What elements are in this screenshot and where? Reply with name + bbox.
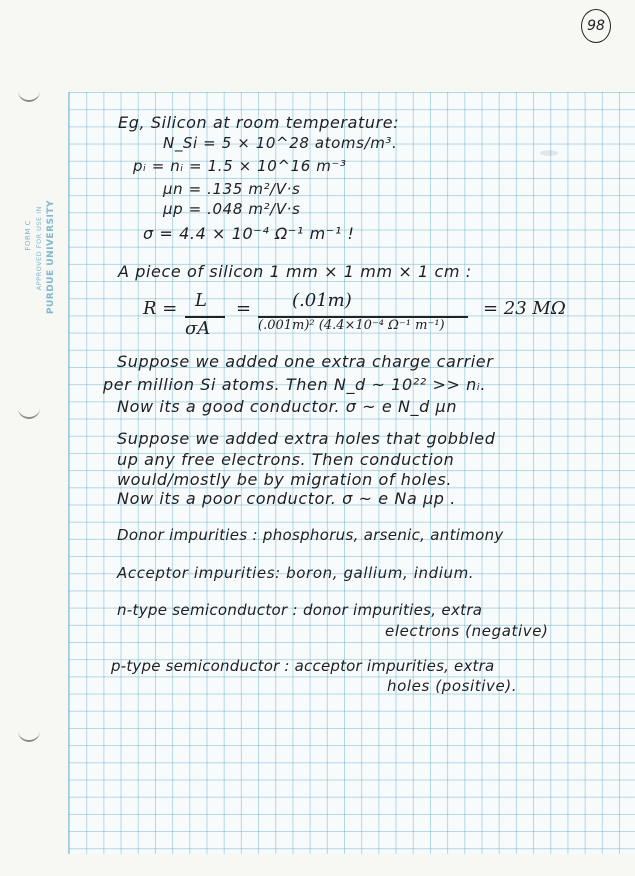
note-line: Eg, Silicon at room temperature: [118,113,400,132]
form-label: FORM C [24,220,32,251]
note-line: would/mostly be by migration of holes. [117,470,453,489]
resistance-result: = 23 MΩ [483,298,566,319]
numerator-length: (.01m) [292,290,352,311]
note-line: σ = 4.4 × 10⁻⁴ Ω⁻¹ m⁻¹ ! [143,224,355,243]
note-line: μp = .048 m²/V·s [163,200,301,218]
note-line: electrons (negative) [385,622,549,640]
equation-lhs: R = [143,298,178,319]
note-line: pᵢ = nᵢ = 1.5 × 10^16 m⁻³ [133,157,347,175]
denominator-sigma-a: σA [185,318,211,339]
university-label: PURDUE UNIVERSITY [46,200,56,315]
binder-hole-mark [18,405,40,419]
margin-print [16,200,68,320]
note-line: Suppose we added one extra charge carrier [117,352,494,371]
note-line: Donor impurities : phosphorus, arsenic, antimony [117,526,504,544]
ink-smudge [540,150,558,156]
approval-label: APPROVED FOR USE IN [35,206,43,291]
binder-hole-mark [18,88,40,102]
note-line: N_Si = 5 × 10^28 atoms/m³. [163,134,398,152]
note-line: Suppose we added extra holes that gobbled [117,429,496,448]
note-line: Now its a good conductor. σ ~ e N_d μn [117,397,458,416]
note-line: A piece of silicon 1 mm × 1 mm × 1 cm : [118,262,472,281]
denominator-area: (.001m)² (4.4×10⁻⁴ Ω⁻¹ m⁻¹) [258,318,445,333]
equals-sign: = [236,298,252,319]
note-line: up any free electrons. Then conduction [117,450,455,469]
note-line: Acceptor impurities: boron, gallium, indium. [117,564,475,582]
binder-hole-mark [18,728,40,742]
note-line: p-type semiconductor : acceptor impurities, extra [111,657,495,675]
note-line: per million Si atoms. Then N_d ~ 10²² >> nᵢ. [103,375,487,394]
note-line: holes (positive). [387,677,518,695]
page-number: 98 [581,9,611,43]
numerator-l: L [195,290,207,311]
note-line: n-type semiconductor : donor impurities, extra [117,601,483,619]
note-line: Now its a poor conductor. σ ~ e Na μp . [117,489,456,508]
note-line: μn = .135 m²/V·s [163,180,301,198]
